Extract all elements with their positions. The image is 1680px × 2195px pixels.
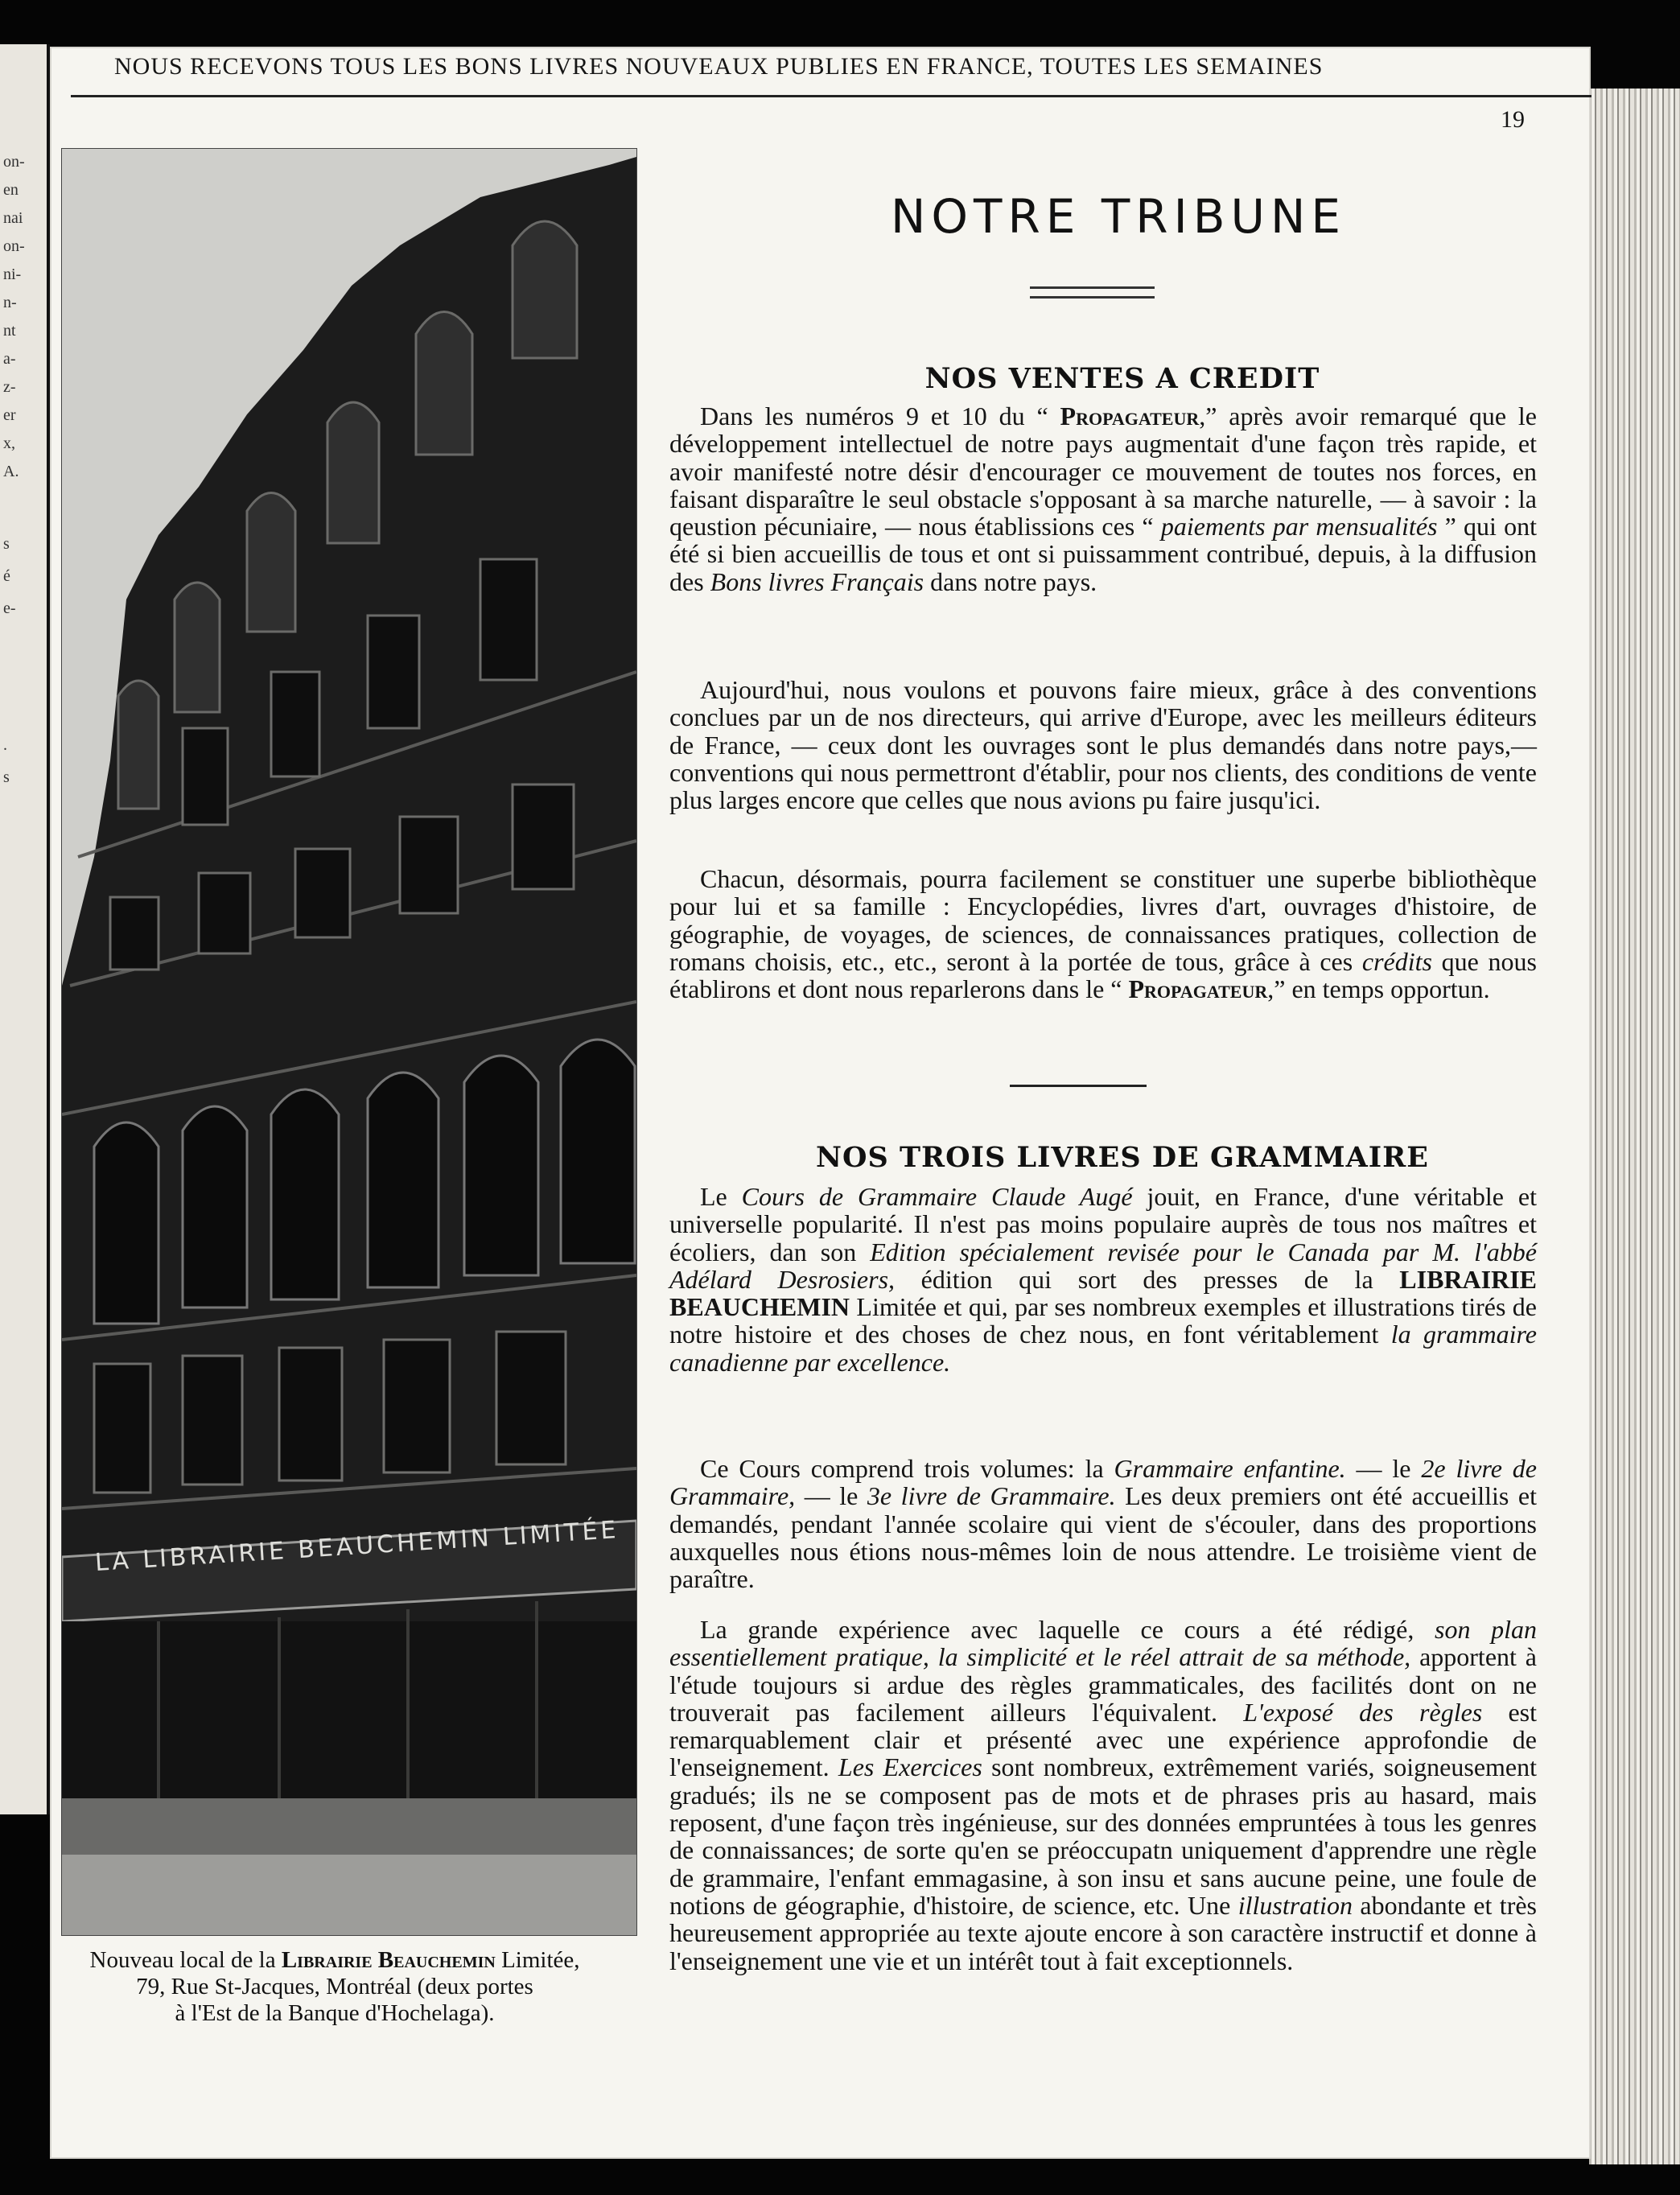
caption-line-1: Nouveau local de la Librairie Beauchemin Limitée, xyxy=(89,1947,580,1973)
photo-caption xyxy=(35,1947,634,2027)
facing-page-fragment: on- xyxy=(3,153,25,171)
credit-sales-paragraph-1: Dans les numéros 9 et 10 du “ Propagateur,” après avoir remarqué que le développement intellectuel de notre pays augmentait d'une façon très rapide, et avoir manifesté notre désir d'encourager ce mouvement de toutes nos forces, en faisant disparaître le seul obstacle s'opposant à sa marche naturelle, — à savoir : la qeustion pécuniaire, — nous établissions ces “ paiements par mensualités ” qui ont été si bien accueillis de tous et ont si puissamment contribué, depuis, à la diffusion des Bons livres Français dans notre pays. xyxy=(669,402,1538,596)
facing-page-fragment: a- xyxy=(3,350,16,368)
page-number: 19 xyxy=(1501,106,1525,133)
book-page-edges xyxy=(1589,89,1680,2164)
building-illustration xyxy=(62,149,636,1935)
caption-bookstore-name: Librairie Beauchemin xyxy=(281,1947,496,1973)
facing-page-fragment: nt xyxy=(3,322,16,340)
facing-page-fragment: A. xyxy=(3,463,19,480)
caption-line-3: à l'Est de la Banque d'Hochelaga). xyxy=(175,2000,495,2026)
credit-sales-paragraph-3: Chacun, désormais, pourra facilement se constituer une superbe bibliothèque pour lui et sa famille : Encyclopédies, livres d'art, ouvrages d'histoire, de géographie, de voyages, de sciences, de connaissances pratiques, collection de romans choisis, etc., etc., seront à la portée de tous, grâce à ces crédits que nous établirons et dont nous reparlerons dans le “ Propagateur,” en temps opportun. xyxy=(669,864,1538,1004)
facing-page-fragment: er xyxy=(3,406,16,424)
facing-page-fragment: on- xyxy=(3,237,25,255)
facing-page-fragment: e- xyxy=(3,599,16,617)
facing-page-fragment: s xyxy=(3,535,10,553)
building-photograph xyxy=(61,148,637,1936)
grammar-paragraph-3: La grande expérience avec laquelle ce cours a été rédigé, son plan essentiellement pratique, la simplicité et le réel attrait de sa méthode, apportent à l'étude toujours si ardue des règles grammaticales, des facilités dont on ne trouverait pas facilement ailleurs l'équivalent. L'exposé des règles est remarquablement clair et présenté avec une expérience approfondie de l'enseignement. Les Exercices sont nombreux, extrêmement variés, soigneusement gradués; ils ne se composent pas de mots et de phrases pris au hasard, mais reposent, d'une façon très ingénieuse, sur des données empruntées à tous les genres de connaissances; de sorte qu'en se préoccupatn uniquement d'apprendre une règle de grammaire, l'enfant emmagasine, à son insu et sans aucune peine, une foule de notions de géographie, d'histoire, de science, etc. Une illustration abondante et très heureusement appropriée au texte ajoute encore à son caractère instructif et donne à l'enseignement une vie et un intérêt tout à fait exceptionnels. xyxy=(669,1615,1538,1975)
facing-page-fragment: . xyxy=(3,736,7,754)
running-head: NOUS RECEVONS TOUS LES BONS LIVRES NOUVEAUX PUBLIES EN FRANCE, TOUTES LES SEMAINES xyxy=(114,53,1324,80)
facing-page-fragment: ni- xyxy=(3,266,22,283)
page-title: NOTRE TRIBUNE xyxy=(891,189,1346,244)
grammar-paragraph-1: Le Cours de Grammaire Claude Augé jouit, en France, d'une véritable et universelle popularité. Il n'est pas moins populaire auprès de tous nos maîtres et écoliers, dan son Edition spécialement revisée pour le Canada par M. l'abbé Adélard Desrosiers, édition qui sort des presses de la LIBRAIRIE BEAUCHEMIN Limitée et qui, par ses nombreux exemples et illustrations tirés de notre histoire et des choses de chez nous, en font véritablement la grammaire canadienne par excellence. xyxy=(669,1182,1538,1377)
facing-page-edge xyxy=(0,44,50,1814)
storefront-sign-text: LA LIBRAIRIE BEAUCHEMIN LIMITÉE xyxy=(94,1516,620,1577)
caption-line-2: 79, Rue St-Jacques, Montréal (deux portes xyxy=(136,1974,533,1999)
credit-sales-paragraph-2: Aujourd'hui, nous voulons et pouvons faire mieux, grâce à des conventions conclues par un de nos directeurs, qui arrive d'Europe, avec les meilleurs éditeurs de France, — ceux dont les ouvrages sont le plus demandés dans notre pays,—conventions qui nous permettront d'établir, pour nos clients, des conditions de vente plus larges encore que celles que nous avions pu faire jusqu'ici. xyxy=(669,675,1537,815)
grammar-paragraph-2: Ce Cours comprend trois volumes: la Grammaire enfantine. — le 2e livre de Grammaire, — le 3e livre de Grammaire. Les deux premiers ont été accueillis et demandés, pendant l'année scolaire qui vient de s'écouler, dans des proportions auxquelles nous étions nous-mêmes loin de nous attendre. Le troisième vient de paraître. xyxy=(669,1454,1538,1594)
facing-page-fragment: n- xyxy=(3,294,17,311)
title-ornament-rule xyxy=(1030,286,1155,299)
facing-page-fragment: en xyxy=(3,181,19,199)
section-heading-credit-sales: NOS VENTES A CREDIT xyxy=(924,362,1320,395)
facing-page-fragment: nai xyxy=(3,209,23,227)
header-rule xyxy=(71,95,1591,97)
section-divider-rule xyxy=(1010,1085,1147,1087)
facing-page-fragment: z- xyxy=(3,378,16,396)
facing-page-fragment: x, xyxy=(3,434,15,452)
facing-page-fragment: é xyxy=(3,567,10,585)
section-heading-grammar-books: NOS TROIS LIVRES DE GRAMMAIRE xyxy=(816,1141,1429,1174)
facing-page-fragment: s xyxy=(3,768,10,786)
